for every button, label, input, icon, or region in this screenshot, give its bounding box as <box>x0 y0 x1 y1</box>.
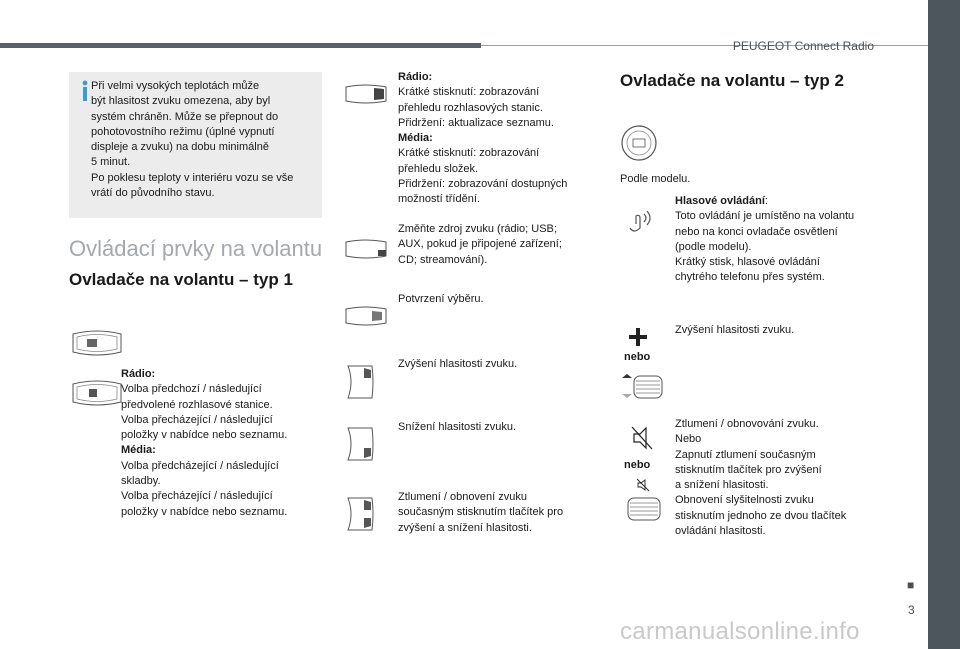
info-text: Při velmi vysokých teplotách může být hlasitost zvuku omezena, aby byl systém chráněn. Může se přepnout do pohotovostního režimu (úplné vypnutí displeje a zvuku) na dobu minimálně 5 minut. Po poklesu teploty v interiéru vozu se vše vrátí do původního stavu. <box>91 80 294 200</box>
rotary-control-icon <box>344 83 388 105</box>
voice-label: Hlasové ovládání <box>675 195 765 207</box>
small-mute-icon <box>636 478 650 492</box>
voice-command-icon <box>624 204 656 236</box>
section-title: Ovládací prvky na volantu <box>69 236 323 261</box>
column2-vol-up-desc: Zvýšení hlasitosti zvuku. <box>398 358 518 370</box>
rotary-media-text: Krátké stisknutí: zobrazování přehledu složek. Přidržení: zobrazování dostupných možností třídění. <box>398 147 568 206</box>
rotary-radio-label: Rádio: <box>398 71 433 83</box>
steering-control-icon <box>69 328 125 358</box>
side-strip <box>928 0 960 649</box>
column2-mute-desc: Ztlumení / obnovení zvuku současným stisknutím tlačítek pro zvýšení a snížení hlasitosti. <box>398 491 564 534</box>
heading-type1: Ovladače na volantu – typ 1 <box>69 270 293 289</box>
column2-vol-down-desc: Snížení hlasitosti zvuku. <box>398 421 517 433</box>
info-box <box>69 72 322 218</box>
media-label: Média: <box>121 444 156 457</box>
page-marker: ■ <box>907 578 915 592</box>
rotary-radio-text: Krátké stisknutí: zobrazování přehledu rozhlasových stanic. Přidržení: aktualizace seznamu. <box>398 86 554 129</box>
rotary-media-label: Média: <box>398 132 433 145</box>
radio-text: Volba předchozí / následující předvolené rozhlasové stanice. Volba přecházející / následující položky v nabídce nebo seznamu. <box>121 383 288 442</box>
model-note: Podle modelu. <box>620 173 691 185</box>
source-button-icon <box>344 238 388 260</box>
plus-icon <box>628 327 648 347</box>
confirm-button-icon <box>344 305 388 327</box>
type2-vol-up-desc: Zvýšení hlasitosti zvuku. <box>675 324 795 336</box>
scroll-wheel-icon <box>626 496 662 522</box>
seek-control-icon <box>69 378 125 408</box>
source-desc: Změňte zdroj zvuku (rádio; USB; AUX, pokud je připojené zařízení; CD; streamování). <box>398 223 562 266</box>
page-number: 3 <box>908 603 915 617</box>
voice-colon: : <box>764 195 768 207</box>
header-brand: PEUGEOT Connect Radio <box>732 39 874 53</box>
or-label-1: nebo <box>624 351 651 363</box>
rotary-desc <box>398 70 598 208</box>
type2-mute-desc: Ztlumení / obnovování zvuku. Nebo Zapnutí ztlumení současným stisknutím tlačítek pro zvýšení a snížení hlasitosti. Obnovení slyšitelnosti zvuku stisknutím jednoho ze dvou tlačítek ovládání hlasitosti. <box>675 418 847 538</box>
heading-type2: Ovladače na volantu – typ 2 <box>620 71 844 90</box>
voice-text: Toto ovládání je umístěno na volantu nebo na konci ovladače osvětlení (podle modelu). Krátký stisk, hlasové ovládání chytrého telefonu přes systém. <box>675 210 855 284</box>
media-text: Volba předcházející / následující skladby. Volba přecházející / následující položky v nabídce nebo seznamu. <box>121 459 288 518</box>
or-label-2: nebo <box>624 459 651 471</box>
scroll-wheel-up-icon <box>620 374 664 400</box>
voice-command-desc <box>675 194 895 286</box>
header-bar <box>0 43 481 48</box>
info-icon <box>78 80 92 102</box>
volume-down-icon <box>344 426 376 462</box>
steering-wheel-icon <box>620 124 658 162</box>
radio-label: Rádio: <box>121 368 156 380</box>
confirm-desc: Potvrzení výběru. <box>398 293 484 305</box>
volume-up-icon <box>344 364 376 400</box>
mute-speaker-icon <box>630 425 654 451</box>
watermark: carmanualsonline.info <box>620 618 860 645</box>
type1-radio-media-desc <box>121 367 321 520</box>
mute-combo-icon <box>344 496 376 532</box>
